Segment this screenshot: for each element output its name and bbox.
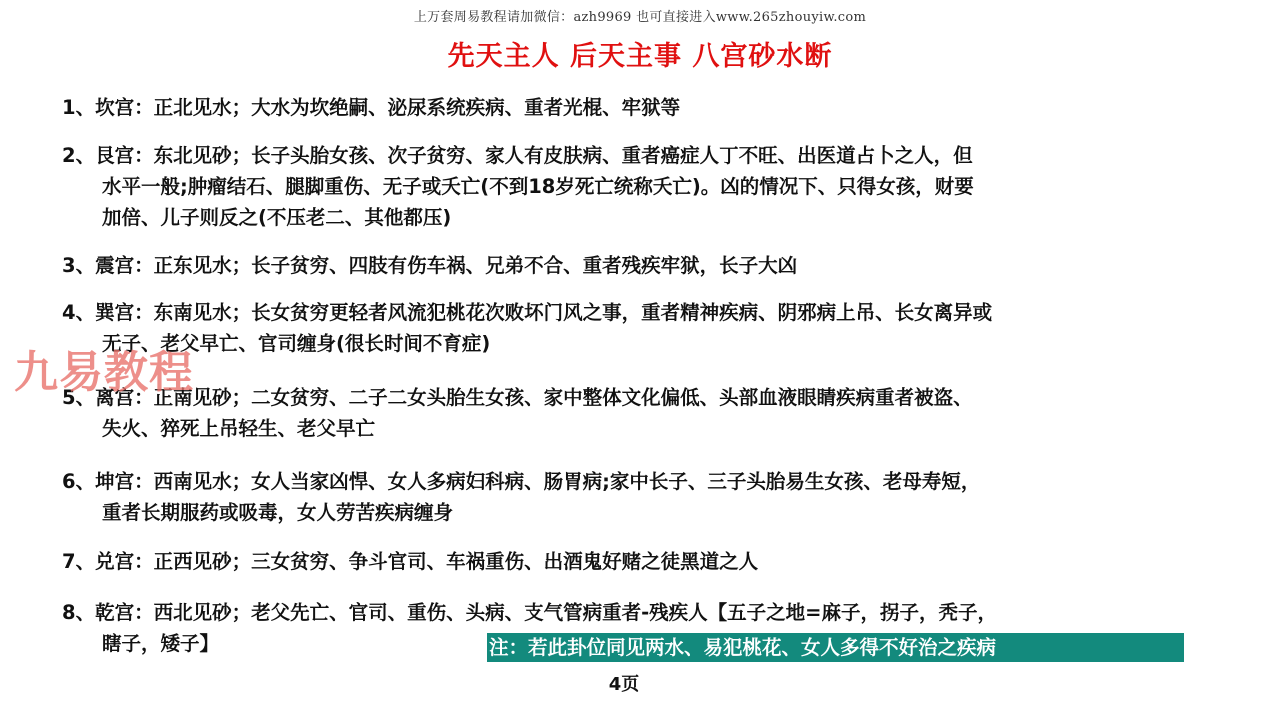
item-line: 水平一般;肿瘤结石、腿脚重伤、无子或夭亡(不到18岁死亡统称夭亡)。凶的情况下、只得女孩，财要 [102, 175, 974, 198]
item-line: 2、艮宫：东北见砂；长子头胎女孩、次子贫穷、家人有皮肤病、重者癌症人丁不旺、出医道占卜之人，但 [62, 144, 973, 167]
item-line: 无子、老父早亡、官司缠身(很长时间不育症) [102, 332, 491, 355]
highlight-note: 注：若此卦位同见两水、易犯桃花、女人多得不好治之疾病 [487, 633, 1184, 662]
item-line: 8、乾宫：西北见砂；老父先亡、官司、重伤、头病、支气管病重者-残疾人【五子之地=麻子，拐子，秃子， [62, 601, 998, 624]
item-line: 3、震宫：正东见水；长子贫穷、四肢有伤车祸、兄弟不合、重者残疾牢狱，长子大凶 [62, 254, 798, 277]
list-item-dui [62, 546, 1222, 577]
item-line: 7、兑宫：正西见砂；三女贫穷、争斗官司、车祸重伤、出酒鬼好赌之徒黑道之人 [62, 550, 759, 573]
list-item-xun [62, 297, 1222, 359]
item-line: 重者长期服药或吸毒，女人劳苦疾病缠身 [102, 501, 454, 524]
item-line: 5、离宫：正南见砂；二女贫穷、二子二女头胎生女孩、家中整体文化偏低、头部血液眼睛疾病重者被盗、 [62, 386, 973, 409]
list-item-li [62, 382, 1222, 444]
item-line: 加倍、儿子则反之(不压老二、其他都压) [102, 206, 452, 229]
list-item-kun [62, 466, 1222, 528]
header-note: 上万套周易教程请加微信：azh9969 也可直接进入www.265zhouyiw.com [413, 10, 867, 25]
item-line: 1、坎宫：正北见水；大水为坎绝嗣、泌尿系统疾病、重者光棍、牢狱等 [62, 96, 681, 119]
item-line: 失火、猝死上吊轻生、老父早亡 [102, 417, 376, 440]
list-item-gen [62, 140, 1222, 233]
watermark-logo: 九易教程 [14, 347, 194, 398]
page-title: 先天主人 后天主事 八宫砂水断 [447, 41, 833, 72]
item-line: 4、巽宫：东南见水；长女贫穷更轻者风流犯桃花次败坏门风之事，重者精神疾病、阴邪病上吊、长女离异或 [62, 301, 993, 324]
list-item-kan [62, 92, 1222, 123]
list-item-zhen [62, 250, 1222, 281]
item-line: 瞎子，矮子】 [102, 632, 220, 655]
item-line: 6、坤宫：西南见水；女人当家凶悍、女人多病妇科病、肠胃病;家中长子、三子头胎易生女孩、老母寿短， [62, 470, 981, 493]
page-number: 4页 [608, 674, 640, 695]
